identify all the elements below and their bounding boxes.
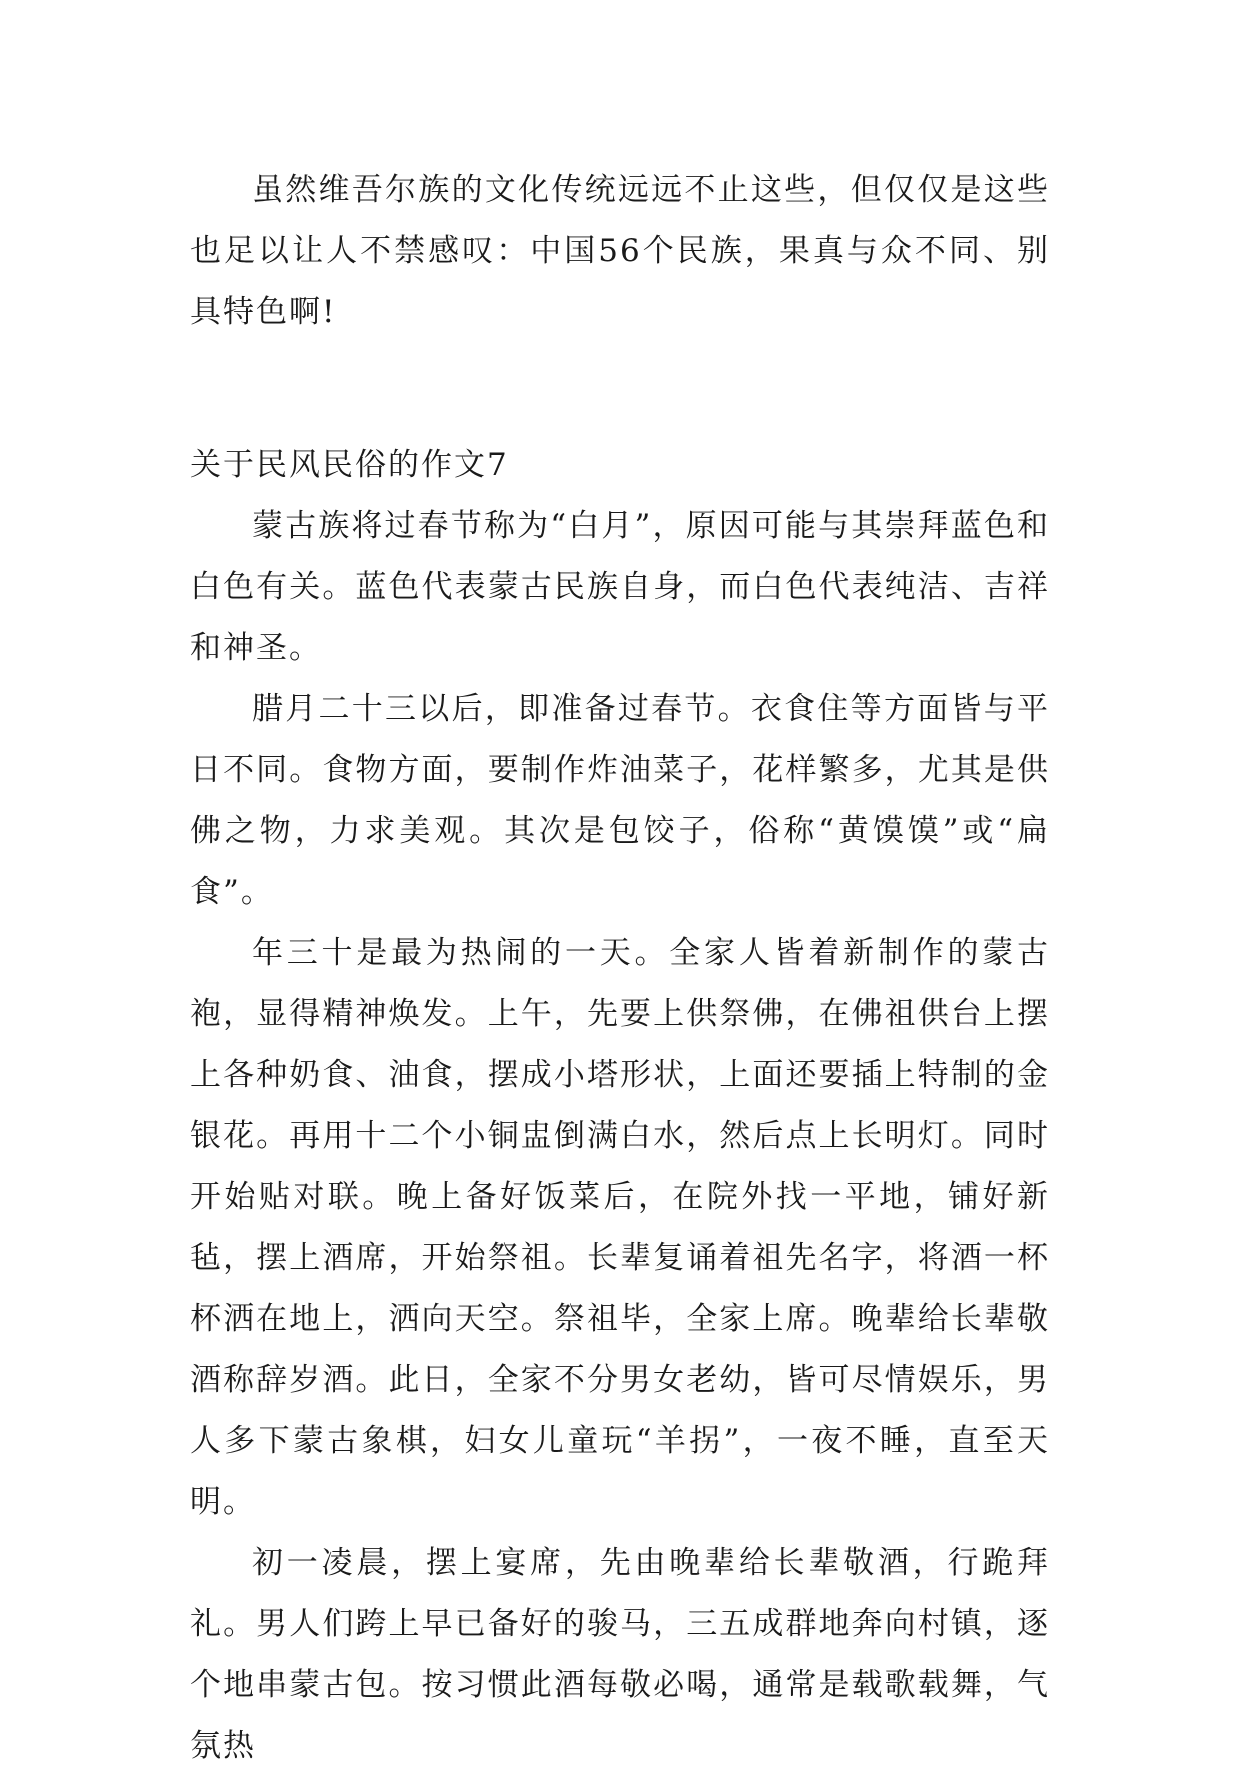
paragraph-3: 年三十是最为热闹的一天。全家人皆着新制作的蒙古袍，显得精神焕发。上午，先要上供祭佛，在佛祖供台上摆上各种奶食、油食，摆成小塔形状，上面还要插上特制的金银花。再用十二个小铜盅倒满白水，然后点上长明灯。同时开始贴对联。晚上备好饭菜后，在院外找一平地，铺好新毡，摆上酒席，开始祭祖。长辈复诵着祖先名字，将酒一杯杯洒在地上，洒向天空。祭祖毕，全家上席。晚辈给长辈敬酒称辞岁酒。此日，全家不分男女老幼，皆可尽情娱乐，男人多下蒙古象棋，妇女儿童玩“羊拐”，一夜不睡，直至天明。 [190, 935, 1050, 1520]
paragraph-2: 腊月二十三以后，即准备过春节。衣食住等方面皆与平日不同。食物方面，要制作炸油菜子，花样繁多，尤其是供佛之物，力求美观。其次是包饺子，俗称“黄馍馍”或“扁食”。 [190, 691, 1050, 910]
paragraph-4: 初一凌晨，摆上宴席，先由晚辈给长辈敬酒，行跪拜礼。男人们跨上早已备好的骏马，三五成群地奔向村镇，逐个地串蒙古包。按习惯此酒每敬必喝，通常是载歌载舞，气氛热 [190, 1545, 1050, 1764]
document-body [190, 160, 1050, 1777]
paragraph-1: 蒙古族将过春节称为“白月”，原因可能与其崇拜蓝色和白色有关。蓝色代表蒙古民族自身，而白色代表纯洁、吉祥和神圣。 [190, 508, 1050, 666]
section-title: 关于民风民俗的作文7 [190, 447, 509, 483]
section-spacer [190, 343, 1050, 435]
intro-paragraph: 虽然维吾尔族的文化传统远远不止这些，但仅仅是这些也足以让人不禁感叹：中国56个民族，果真与众不同、别具特色啊! [190, 172, 1050, 330]
